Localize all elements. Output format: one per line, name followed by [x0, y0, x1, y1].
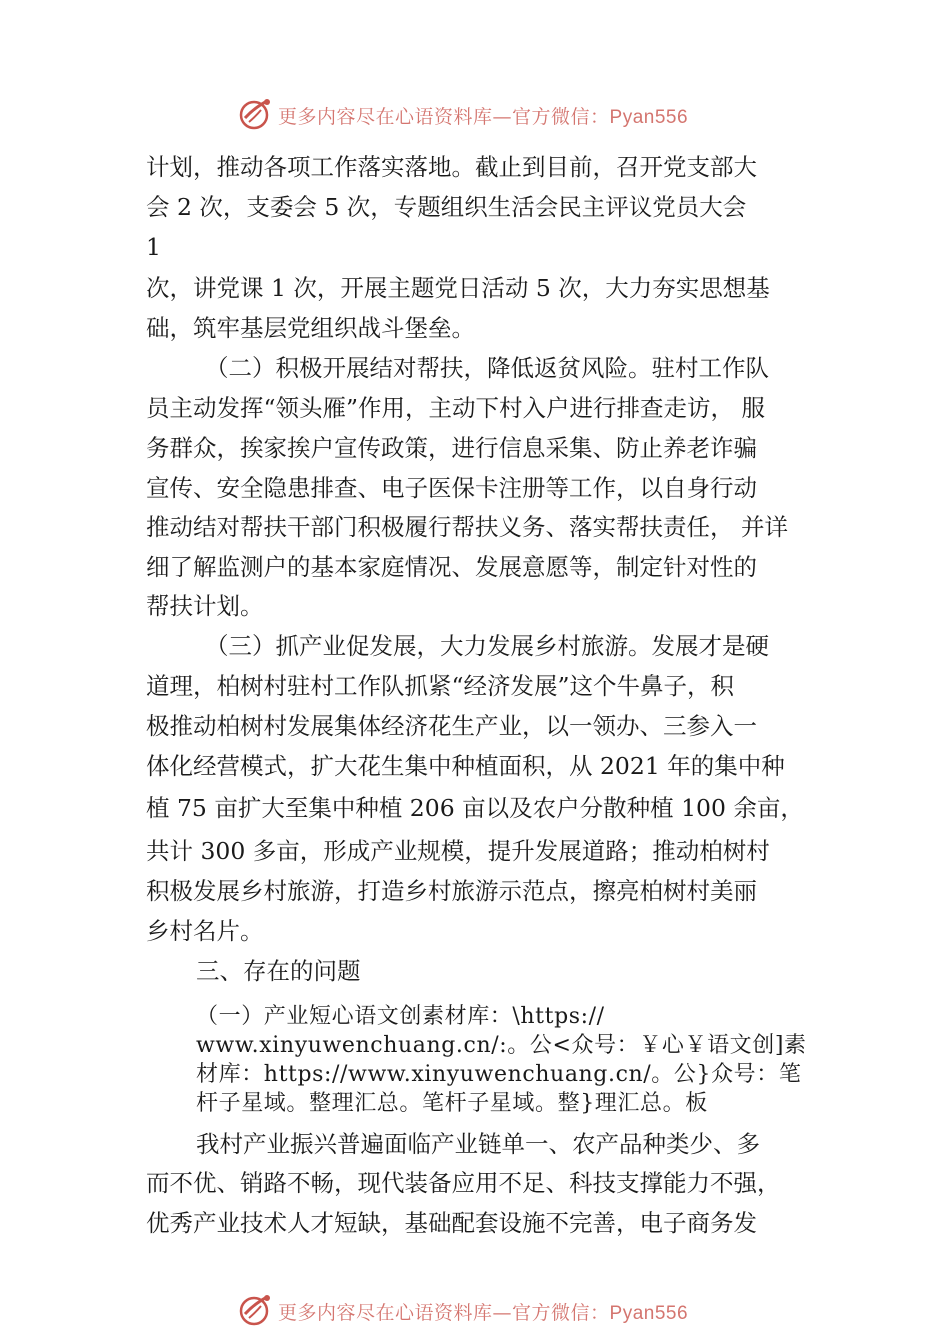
body-line: 细了解监测户的基本家庭情况、发展意愿等，制定针对性的: [146, 553, 757, 581]
wechat-id: Pyan556: [609, 1303, 689, 1324]
body-line: 优秀产业技术人才短缺，基础配套设施不完善，电子商务发: [146, 1209, 757, 1237]
body-line: 体化经营模式，扩大花生集中种植面积，从 2021 年的集中种: [146, 752, 785, 780]
body-line: 帮扶计划。: [146, 592, 264, 620]
body-line: 我村产业振兴普遍面临产业链单一、农产品种类少、多: [196, 1130, 760, 1158]
watermark-note-line: 材库：https://www.xinyuwenchuang.cn/。公}众号：笔: [196, 1062, 802, 1087]
body-line: 推动结对帮扶干部门积极履行帮扶义务、落实帮扶责任， 并详: [146, 513, 788, 541]
body-line: 极推动柏树村发展集体经济花生产业，以一领办、三参入一: [146, 712, 757, 740]
body-line: 植 75 亩扩大至集中种植 206 亩以及农户分散种植 100 余亩，: [146, 794, 804, 822]
watermark-note-line: （一）产业短心语文创素材库：\https://: [196, 1004, 605, 1029]
body-line: 积极发展乡村旅游，打造乡村旅游示范点，擦亮柏树村美丽: [146, 877, 757, 905]
body-line: 1: [146, 233, 161, 261]
body-line: 员主动发挥“领头雁”作用，主动下村入户进行排查走访， 服: [146, 394, 765, 422]
section-heading: （三）抓产业促发展，大力发展乡村旅游。发展才是硬: [205, 632, 769, 660]
wechat-id: Pyan556: [609, 107, 689, 128]
footer-banner: [0, 1290, 950, 1330]
brush-seal-icon: [237, 1292, 275, 1328]
chapter-heading: 三、存在的问题: [196, 957, 361, 985]
body-line: 宣传、安全隐患排查、电子医保卡注册等工作，以自身行动: [146, 474, 757, 502]
body-line: 而不优、销路不畅，现代装备应用不足、科技支撑能力不强，: [146, 1169, 781, 1197]
body-line: 会 2 次，支委会 5 次，专题组织生活会民主评议党员大会: [146, 193, 747, 221]
banner-text: 更多内容尽在心语资料库—官方微信：: [278, 106, 610, 128]
watermark-note-line: 杆子星域。整理汇总。笔杆子星域。整}理汇总。板: [196, 1091, 708, 1116]
watermark-note-line: www.xinyuwenchuang.cn/:。公<众号：￥心￥语文创]素: [196, 1033, 807, 1058]
body-line: 次，讲党课 1 次，开展主题党日活动 5 次，大力夯实思想基: [146, 274, 770, 302]
body-line: 计划，推动各项工作落实落地。截止到目前，召开党支部大: [146, 153, 757, 181]
section-heading: （二）积极开展结对帮扶，降低返贫风险。驻村工作队: [205, 354, 769, 382]
body-line: 务群众，挨家挨户宣传政策，进行信息采集、防止养老诈骗: [146, 434, 757, 462]
banner-text: 更多内容尽在心语资料库—官方微信：: [278, 1302, 610, 1324]
body-line: 道理，柏树村驻村工作队抓紧“经济发展”这个牛鼻子，积: [146, 672, 735, 700]
body-line: 共计 300 多亩，形成产业规模，提升发展道路；推动柏树村: [146, 837, 770, 865]
body-line: 乡村名片。: [146, 917, 264, 945]
body-line: 础，筑牢基层党组织战斗堡垒。: [146, 314, 475, 342]
